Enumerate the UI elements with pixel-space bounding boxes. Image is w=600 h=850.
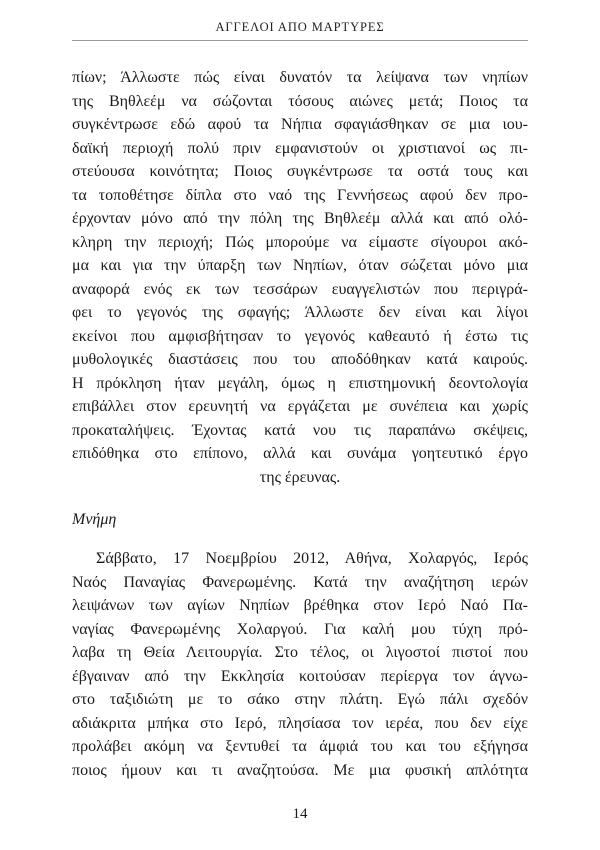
- text-line: έβγαιναν από την Εκκλησία κοιτούσαν περίεργα τον άγνω-: [72, 667, 528, 685]
- text-line: της Βηθλεέμ να σώζονται τόσους αιώνες μετά; Ποιος τα: [72, 92, 528, 110]
- text-line: ναγίας Φανερωμένης Χολαργού. Για καλή μου τύχη πρό-: [72, 620, 528, 638]
- text-line-first: Σάββατο, 17 Νοεμβρίου 2012, Αθήνα, Χολαργός, Ιερός: [96, 550, 528, 567]
- text-line: προκαταλήψεις. Έχοντας κατά νου τις παραπάνω σκέψεις,: [72, 421, 528, 439]
- header-rule: [72, 40, 528, 41]
- page-number: 14: [292, 806, 308, 822]
- text-line: μα και για την ύπαρξη των Νηπίων, όταν σώζεται μόνο μια: [72, 257, 528, 274]
- text-line: φει το γεγονός της σφαγής; Άλλωστε δεν είναι και λίγοι: [72, 304, 528, 321]
- text-line: τα τοποθέτησε δίπλα στο ναό της Γεννήσεως αφού δεν προ-: [72, 186, 528, 204]
- text-line: αναφορά ενός εκ των τεσσάρων ευαγγελιστών που περιγρά-: [72, 280, 528, 298]
- text-line: έρχονταν μόνο από την πόλη της Βηθλεέμ αλλά και από ολό-: [72, 210, 528, 227]
- text-line: πίων; Άλλωστε πώς είναι δυνατόν τα λείψανα των νηπίων: [72, 69, 528, 86]
- text-line: Ναός Παναγίας Φανερωμένης. Κατά την αναζήτηση ιερών: [72, 573, 528, 591]
- text-line: στεύουσα κοινότητα; Ποιος συγκέντρωσε τα οστά τους και: [72, 163, 528, 180]
- text-line-last: της έρευνας.: [259, 468, 341, 486]
- text-line: μυθολογικές διαστάσεις που του αποδόθηκαν κατά καιρούς.: [72, 351, 528, 368]
- text-line: λαβα τη Θεία Λειτουργία. Στο τέλος, οι λιγοστοί πιστοί που: [72, 644, 528, 661]
- text-line: επιδόθηκα στο επίπονο, αλλά και συνάμα γοητευτικό έργο: [72, 445, 528, 462]
- paragraph-1: [72, 66, 528, 489]
- text-line: εκείνοι που αμφισβήτησαν το γεγονός καθεαυτό ή έστω τις: [72, 327, 528, 345]
- text-line: Η πρόκληση ήταν μεγάλη, όμως η επιστημονική δεοντολογία: [72, 374, 528, 392]
- text-line: συγκέντρωσε εδώ αφού τα Νήπια σφαγιάσθηκαν σε μια ιου-: [72, 116, 528, 133]
- text-line: δαϊκή περιοχή πολύ πριν εμφανιστούν οι χριστιανοί ως πι-: [72, 139, 528, 157]
- text-line: κληρη την περιοχή; Πώς μπορούμε να είμαστε σίγουροι ακό-: [72, 233, 528, 251]
- text-line: επιβάλλει στον ερευνητή να εργάζεται με συνέπεια και χωρίς: [72, 398, 528, 415]
- text-line: αδιάκριτα μπήκα στο Ιερό, πλησίασα τον ιερέα, που δεν είχε: [72, 714, 528, 732]
- text-line: ποιος ήμουν και τι αναζητούσα. Με μια φυσική απλότητα: [72, 761, 528, 779]
- running-head: ΑΓΓΕΛΟΙ ΑΠΟ ΜΑΡΤΥΡΕΣ: [215, 20, 385, 34]
- text-line: προλάβει ακόμη να ξεντυθεί τα άμφιά του και του εξήγησα: [72, 738, 528, 755]
- paragraph-2: [72, 547, 528, 782]
- text-line: λειψάνων των αγίων Νηπίων βρέθηκα στον Ιερό Ναό Πα-: [72, 597, 528, 614]
- text-line: στο ταξιδιώτη με το σάκο στην πλάτη. Εγώ πάλι σχεδόν: [72, 691, 528, 708]
- section-heading: Μνήμη: [72, 511, 117, 528]
